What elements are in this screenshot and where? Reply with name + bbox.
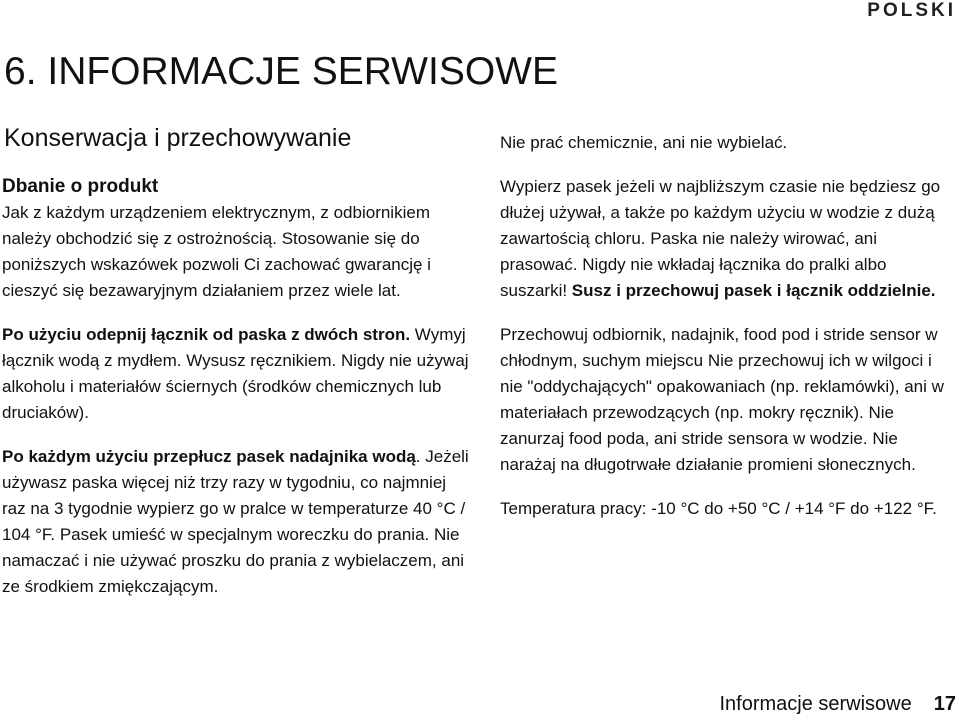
product-care-block — [2, 174, 472, 304]
right-column — [500, 130, 955, 540]
strap-wash-text: Wypierz pasek jeżeli w najbliższym czasie nie będziesz go dłużej używał, a także po każdym użyciu w wodzie z dużą zawartością chloru. Paska nie należy wirować, ani prasować. Nigdy nie wkładaj łącznika do pralki albo suszarki! — [500, 177, 941, 300]
language-label: POLSKI — [867, 0, 956, 21]
connector-care-instruction: Po użyciu odepnij łącznik od paska z dwóch stron. — [2, 325, 411, 344]
strap-wash-paragraph — [500, 174, 955, 304]
no-dry-clean-paragraph: Nie prać chemicznie, ani nie wybielać. — [500, 133, 788, 152]
storage-paragraph: Przechowuj odbiornik, nadajnik, food pod i stride sensor w chłodnym, suchym miejscu Nie przechowuj ich w wilgoci i nie "oddychających" opakowaniach (np. reklamówki), ani w materiałach przewodzących (np. mokry ręcznik). Nie zanurzaj food poda, ani stride sensora w wodzie. Nie narażaj na długotrwałe działanie promieni słonecznych. — [500, 325, 944, 474]
product-care-subheading: Dbanie o produkt — [2, 176, 159, 197]
strap-rinse-instruction: Po każdym użyciu przepłucz pasek nadajnika wodą — [2, 447, 416, 466]
left-column — [2, 174, 472, 618]
connector-care-paragraph — [2, 322, 472, 426]
operating-temperature: Temperatura pracy: -10 °C do +50 °C / +14 °F do +122 °F. — [500, 499, 937, 518]
strap-rinse-paragraph — [2, 444, 472, 600]
footer-label: Informacje serwisowe — [719, 693, 912, 715]
separate-storage-instruction: Susz i przechowuj pasek i łącznik oddzielnie. — [571, 281, 936, 300]
page-number: 17 — [933, 693, 956, 715]
connector-care-text: Wymyj łącznik wodą z mydłem. Wysusz ręcznikiem. Nigdy nie używaj alkoholu i materiałów ściernych (środków chemicznych lub druciaków). — [2, 325, 469, 422]
page-footer — [719, 693, 956, 716]
product-care-intro: Jak z każdym urządzeniem elektrycznym, z odbiornikiem należy obchodzić się z ostrożnością. Stosowanie się do poniższych wskazówek pozwoli Ci zachować gwarancję i cieszyć się bezawaryjnym działaniem przez wiele lat. — [2, 203, 431, 300]
chapter-title: 6. INFORMACJE SERWISOWE — [4, 50, 558, 93]
strap-rinse-text: . Jeżeli używasz paska więcej niż trzy razy w tygodniu, co najmniej raz na 3 tygodnie wypierz go w pralce w temperaturze 40 °C / 104 °F. Pasek umieść w specjalnym woreczku do prania. Nie namaczać i nie używać proszku do prania z wybielaczem, ani ze środkiem zmiękczającym. — [2, 447, 469, 596]
section-title: Konserwacja i przechowywanie — [4, 124, 352, 152]
